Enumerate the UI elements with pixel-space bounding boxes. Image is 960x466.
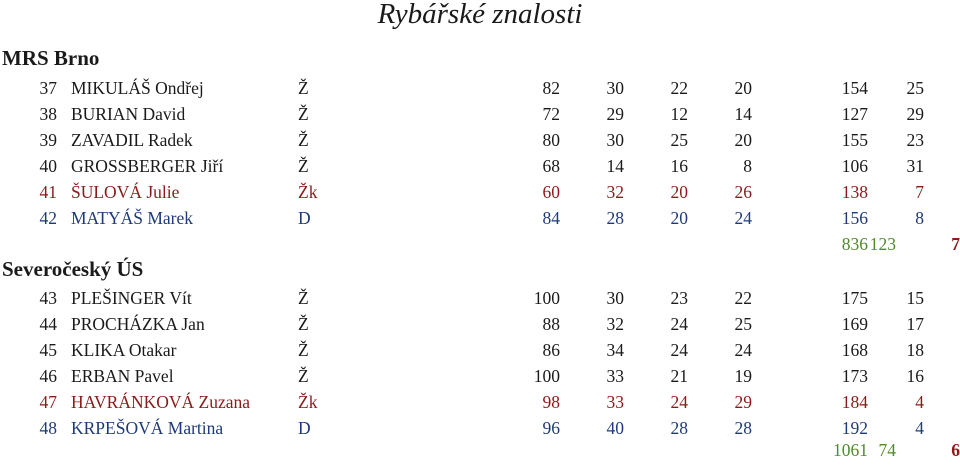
table-row [0, 314, 960, 340]
score-total: 154 [841, 78, 868, 98]
score-1: 88 [542, 314, 560, 334]
score-2: 32 [606, 314, 624, 334]
rank: 16 [906, 366, 924, 386]
score-total: 192 [841, 418, 868, 438]
score-3: 23 [670, 288, 688, 308]
score-total: 155 [841, 130, 868, 150]
table-row [0, 208, 960, 234]
score-4: 8 [743, 156, 752, 176]
competitor-name: GROSSBERGER Jiří [71, 156, 224, 176]
start-number: 40 [39, 156, 57, 176]
score-3: 12 [670, 104, 688, 124]
table-row [0, 182, 960, 208]
score-1: 98 [542, 392, 560, 412]
team-total-row [0, 440, 960, 466]
score-2: 14 [606, 156, 624, 176]
rank: 31 [906, 156, 924, 176]
score-2: 32 [606, 182, 624, 202]
competitor-name: PLEŠINGER Vít [71, 288, 192, 308]
start-number: 41 [39, 182, 57, 202]
score-2: 30 [606, 78, 624, 98]
score-1: 68 [542, 156, 560, 176]
score-3: 22 [670, 78, 688, 98]
score-1: 80 [542, 130, 560, 150]
category: Ž [298, 78, 309, 98]
category: Ž [298, 130, 309, 150]
start-number: 46 [39, 366, 57, 386]
competitor-name: MIKULÁŠ Ondřej [71, 78, 204, 98]
score-4: 14 [734, 104, 752, 124]
rank: 4 [915, 418, 924, 438]
score-total: 127 [841, 104, 868, 124]
start-number: 39 [39, 130, 57, 150]
start-number: 37 [39, 78, 57, 98]
score-2: 33 [606, 366, 624, 386]
score-4: 22 [734, 288, 752, 308]
score-3: 24 [670, 392, 688, 412]
competitor-name: BURIAN David [71, 104, 186, 124]
table-row [0, 340, 960, 366]
score-4: 20 [734, 78, 752, 98]
score-2: 34 [606, 340, 624, 360]
table-row [0, 130, 960, 156]
score-total: 169 [841, 314, 868, 334]
start-number: 48 [39, 418, 57, 438]
table-row [0, 288, 960, 314]
rank: 25 [906, 78, 924, 98]
category: Ž [298, 288, 309, 308]
category: D [298, 208, 311, 228]
table-row [0, 104, 960, 130]
score-total: 106 [841, 156, 868, 176]
category: Žk [298, 392, 318, 412]
score-3: 24 [670, 314, 688, 334]
start-number: 43 [39, 288, 57, 308]
start-number: 44 [39, 314, 57, 334]
score-total: 156 [841, 208, 868, 228]
score-total: 138 [841, 182, 868, 202]
team-rank-sum: 74 [878, 440, 896, 460]
category: Ž [298, 340, 309, 360]
score-4: 29 [734, 392, 752, 412]
section-title-mrs-brno: MRS Brno [2, 46, 100, 70]
rank: 15 [906, 288, 924, 308]
score-1: 72 [542, 104, 560, 124]
section-title-severocesky-us: Severočeský ÚS [2, 257, 144, 281]
rank: 18 [906, 340, 924, 360]
score-3: 16 [670, 156, 688, 176]
score-2: 28 [606, 208, 624, 228]
competitor-name: KRPEŠOVÁ Martina [71, 418, 224, 438]
score-2: 30 [606, 288, 624, 308]
score-1: 100 [533, 288, 560, 308]
team-score-total: 836 [841, 234, 868, 254]
score-2: 40 [606, 418, 624, 438]
score-3: 28 [670, 418, 688, 438]
competitor-name: MATYÁŠ Marek [71, 208, 194, 228]
category: Žk [298, 182, 318, 202]
score-4: 24 [734, 208, 752, 228]
competitor-name: KLIKA Otakar [71, 340, 177, 360]
competitor-name: ŠULOVÁ Julie [71, 182, 180, 202]
score-1: 96 [542, 418, 560, 438]
rank: 4 [915, 392, 924, 412]
start-number: 47 [39, 392, 57, 412]
team-position: 7 [951, 234, 960, 254]
table-row [0, 366, 960, 392]
score-2: 29 [606, 104, 624, 124]
competitor-name: HAVRÁNKOVÁ Zuzana [71, 392, 251, 412]
category: Ž [298, 104, 309, 124]
team-score-total: 1061 [833, 440, 868, 460]
score-4: 25 [734, 314, 752, 334]
score-1: 82 [542, 78, 560, 98]
rank: 7 [915, 182, 924, 202]
category: D [298, 418, 311, 438]
category: Ž [298, 366, 309, 386]
category: Ž [298, 156, 309, 176]
score-4: 26 [734, 182, 752, 202]
rank: 29 [906, 104, 924, 124]
score-4: 20 [734, 130, 752, 150]
rank: 23 [906, 130, 924, 150]
score-4: 24 [734, 340, 752, 360]
score-1: 60 [542, 182, 560, 202]
start-number: 45 [39, 340, 57, 360]
score-total: 184 [841, 392, 868, 412]
score-1: 84 [542, 208, 560, 228]
competitor-name: PROCHÁZKA Jan [71, 314, 205, 334]
score-4: 19 [734, 366, 752, 386]
score-total: 175 [841, 288, 868, 308]
rank: 8 [915, 208, 924, 228]
category: Ž [298, 314, 309, 334]
score-4: 28 [734, 418, 752, 438]
score-total: 173 [841, 366, 868, 386]
score-3: 21 [670, 366, 688, 386]
score-3: 24 [670, 340, 688, 360]
table-row [0, 392, 960, 418]
rank: 17 [906, 314, 924, 334]
table-row [0, 78, 960, 104]
team-position: 6 [951, 440, 960, 460]
score-2: 33 [606, 392, 624, 412]
score-1: 86 [542, 340, 560, 360]
team-rank-sum: 123 [869, 234, 896, 254]
start-number: 42 [39, 208, 57, 228]
team-total-row [0, 234, 960, 260]
score-2: 30 [606, 130, 624, 150]
start-number: 38 [39, 104, 57, 124]
competitor-name: ZAVADIL Radek [71, 130, 193, 150]
score-total: 168 [841, 340, 868, 360]
score-3: 20 [670, 208, 688, 228]
competitor-name: ERBAN Pavel [71, 366, 174, 386]
score-3: 25 [670, 130, 688, 150]
table-row [0, 156, 960, 182]
score-1: 100 [533, 366, 560, 386]
page-title: Rybářské znalosti [377, 0, 583, 30]
score-3: 20 [670, 182, 688, 202]
